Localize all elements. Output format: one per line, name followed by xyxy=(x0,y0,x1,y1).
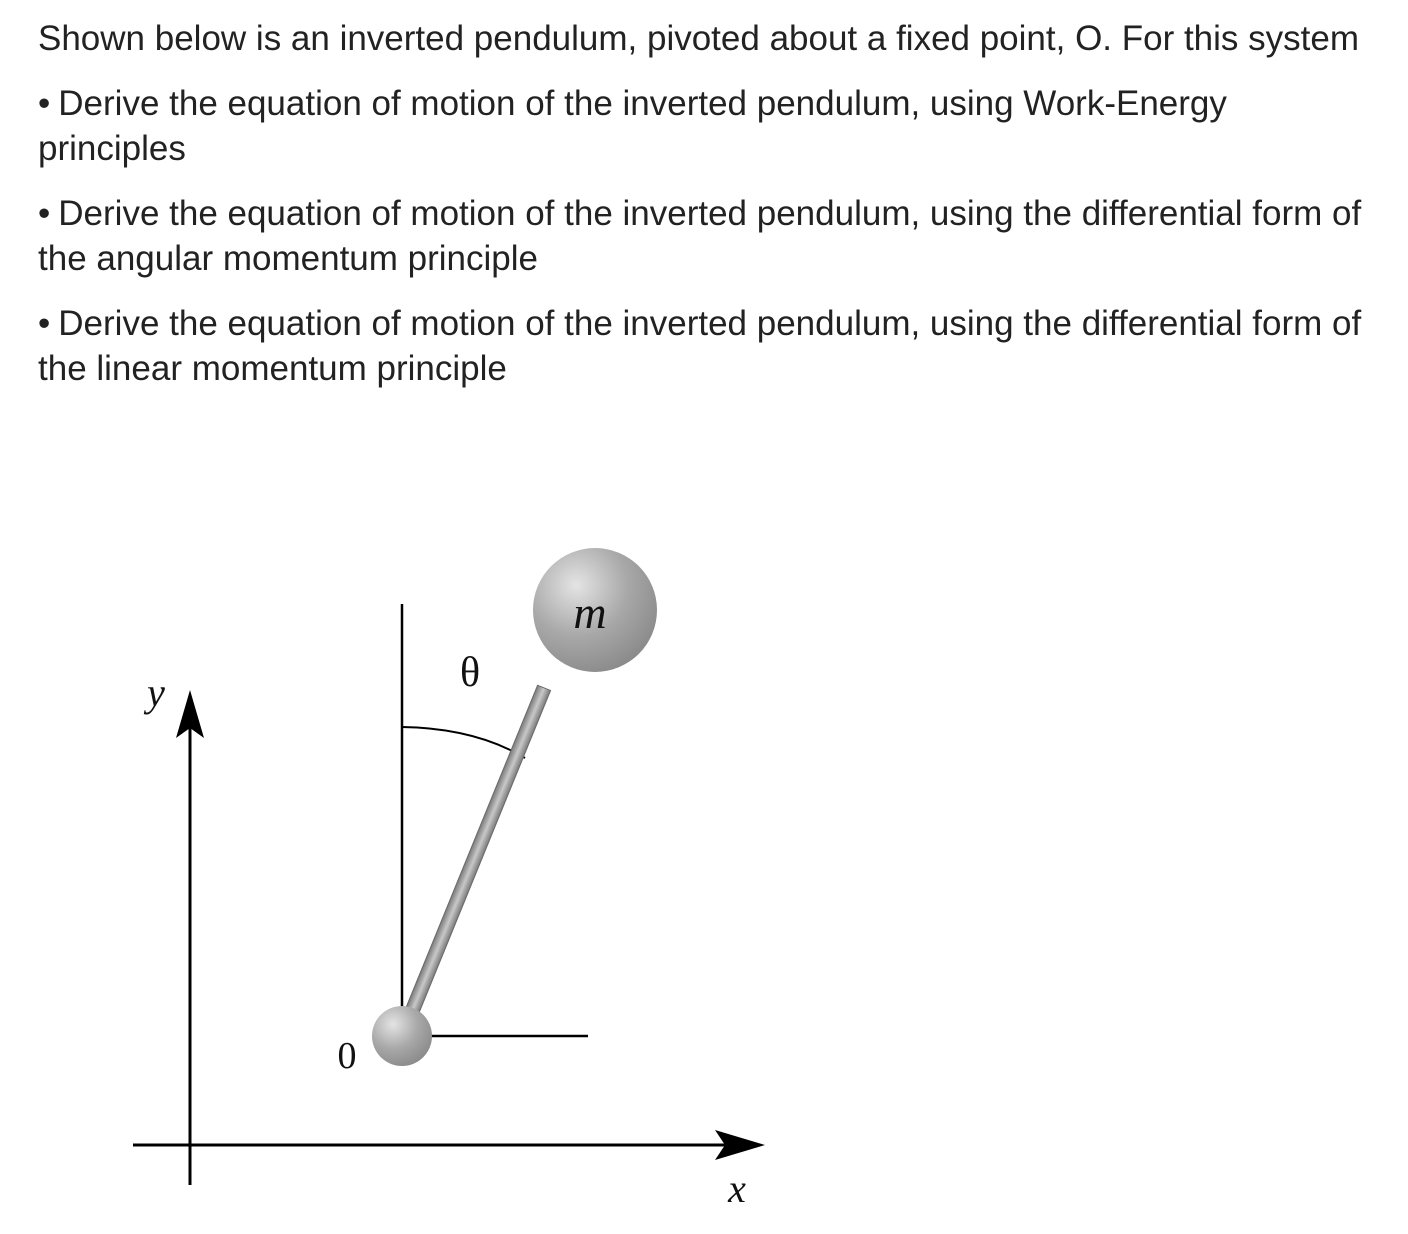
bullet-text: Derive the equation of motion of the inverted pendulum, using the differential form of the angular momentum principle xyxy=(38,194,1362,278)
pendulum-rod xyxy=(396,685,551,1038)
pivot-label: 0 xyxy=(337,1035,357,1077)
bullet-icon: • xyxy=(38,194,51,233)
bullet-item-3 xyxy=(38,301,1378,391)
problem-text xyxy=(38,16,1378,411)
y-axis-label: y xyxy=(147,670,165,715)
bullet-icon: • xyxy=(38,304,51,343)
bullet-text: Derive the equation of motion of the inverted pendulum, using Work-Energy principles xyxy=(38,84,1227,168)
bullet-item-1 xyxy=(38,81,1378,171)
mass-label: m xyxy=(573,587,607,638)
angle-arc xyxy=(402,727,525,758)
bullet-text: Derive the equation of motion of the inverted pendulum, using the differential form of the linear momentum principle xyxy=(38,304,1362,388)
pendulum-figure xyxy=(0,520,800,1220)
bullet-item-2 xyxy=(38,191,1378,281)
angle-label: θ xyxy=(459,650,481,696)
intro-paragraph: Shown below is an inverted pendulum, pivoted about a fixed point, O. For this system xyxy=(38,19,1359,58)
bullet-icon: • xyxy=(38,84,51,123)
x-axis-label: x xyxy=(728,1166,746,1211)
pivot-ball xyxy=(372,1006,432,1066)
